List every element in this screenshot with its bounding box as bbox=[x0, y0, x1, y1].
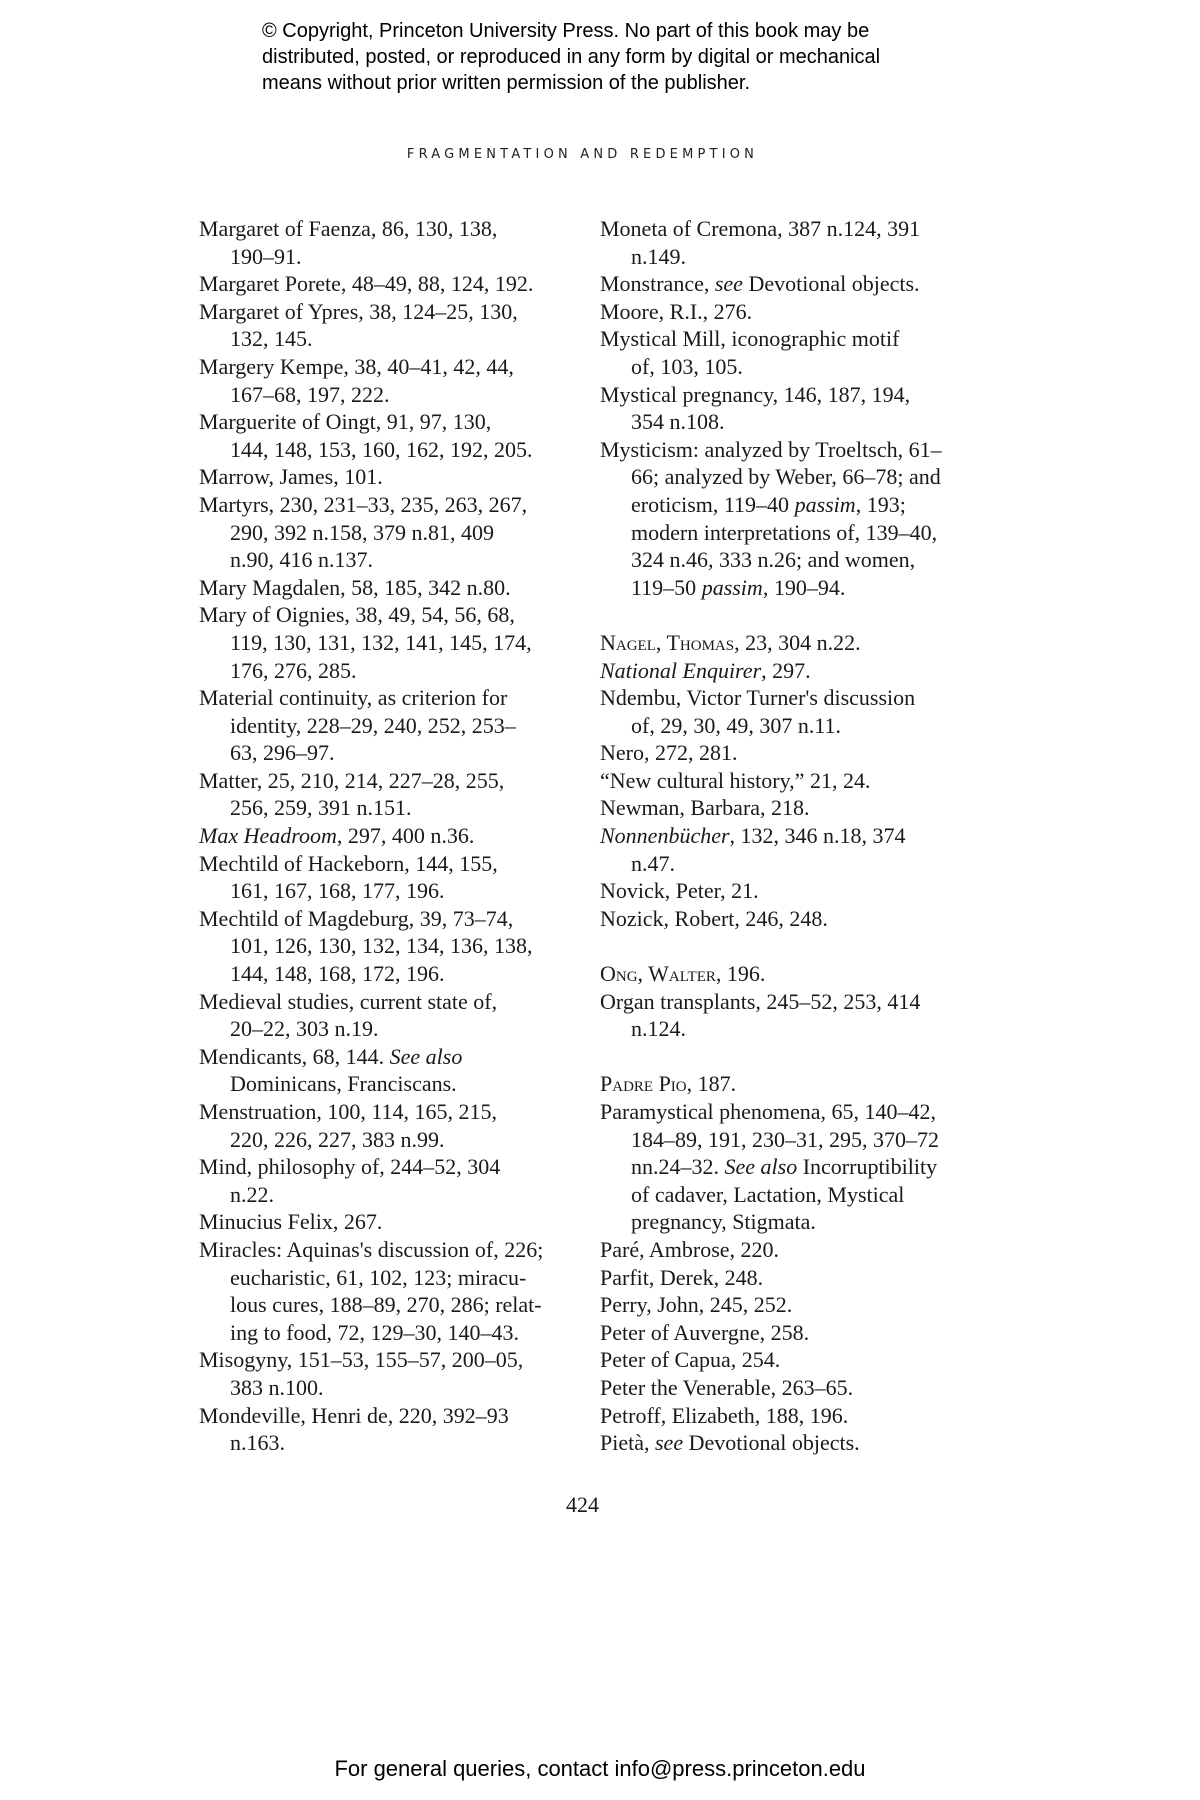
index-entry-line: Nozick, Robert, 246, 248. bbox=[600, 905, 828, 931]
index-entry-continuation: n.124. bbox=[631, 1016, 686, 1042]
index-entry-line: Minucius Felix, 267. bbox=[199, 1209, 383, 1235]
index-entry-line: National Enquirer, 297. bbox=[600, 657, 811, 683]
index-entry-continuation: pregnancy, Stigmata. bbox=[631, 1209, 816, 1235]
index-entry bbox=[199, 298, 589, 353]
index-entry-line: Mind, philosophy of, 244–52, 304 bbox=[199, 1154, 501, 1180]
index-entry bbox=[199, 1208, 589, 1236]
index-entry bbox=[600, 1098, 1000, 1236]
index-entry bbox=[600, 905, 1000, 933]
index-entry-continuation: ing to food, 72, 129–30, 140–43. bbox=[230, 1319, 520, 1345]
index-entry-continuation: 144, 148, 153, 160, 162, 192, 205. bbox=[230, 436, 533, 462]
index-column-right bbox=[600, 215, 1000, 1457]
index-entry bbox=[199, 767, 589, 822]
index-entry-continuation: 220, 226, 227, 383 n.99. bbox=[230, 1126, 445, 1152]
index-entry bbox=[600, 822, 1000, 877]
index-entry bbox=[600, 381, 1000, 436]
index-entry-line: Marguerite of Oingt, 91, 97, 130, bbox=[199, 409, 492, 435]
index-entry-line: Margaret of Ypres, 38, 124–25, 130, bbox=[199, 298, 518, 324]
index-entry bbox=[600, 794, 1000, 822]
index-entry-continuation: 167–68, 197, 222. bbox=[230, 381, 390, 407]
index-entry-line: Mary Magdalen, 58, 185, 342 n.80. bbox=[199, 574, 511, 600]
index-entry-line: Max Headroom, 297, 400 n.36. bbox=[199, 823, 475, 849]
index-entry-continuation: n.163. bbox=[230, 1430, 285, 1456]
index-entry-line: Mechtild of Magdeburg, 39, 73–74, bbox=[199, 905, 514, 931]
copyright-line: distributed, posted, or reproduced in any form by digital or mechanical bbox=[262, 46, 881, 68]
letter-group-gap bbox=[600, 601, 1000, 629]
index-entry bbox=[600, 988, 1000, 1043]
index-entry-line: “New cultural history,” 21, 24. bbox=[600, 767, 871, 793]
index-entry-continuation: eucharistic, 61, 102, 123; miracu- bbox=[230, 1264, 527, 1290]
index-entry bbox=[199, 601, 589, 684]
index-entry bbox=[199, 408, 589, 463]
index-entry-line: Moneta of Cremona, 387 n.124, 391 bbox=[600, 216, 921, 241]
index-entry bbox=[600, 1402, 1000, 1430]
letter-group-gap bbox=[600, 932, 1000, 960]
index-entry-continuation: 101, 126, 130, 132, 134, 136, 138, bbox=[230, 933, 533, 959]
index-entry-line: Paré, Ambrose, 220. bbox=[600, 1236, 780, 1262]
index-entry bbox=[199, 1153, 589, 1208]
index-entry-continuation: nn.24–32. See also Incorruptibility bbox=[631, 1154, 938, 1180]
index-entry-continuation: 256, 259, 391 n.151. bbox=[230, 795, 412, 821]
index-entry bbox=[600, 877, 1000, 905]
index-entry bbox=[199, 353, 589, 408]
index-entry-continuation: 132, 145. bbox=[230, 326, 313, 352]
index-entry bbox=[199, 270, 589, 298]
index-entry-line: Parfit, Derek, 248. bbox=[600, 1264, 764, 1290]
index-entry-line: Mystical pregnancy, 146, 187, 194, bbox=[600, 381, 911, 407]
index-entry bbox=[199, 491, 589, 574]
index-entry bbox=[600, 325, 1000, 380]
index-entry-continuation: 144, 148, 168, 172, 196. bbox=[230, 961, 445, 987]
index-entry-line: Misogyny, 151–53, 155–57, 200–05, bbox=[199, 1347, 524, 1373]
index-entry-line: Nonnenbücher, 132, 346 n.18, 374 bbox=[600, 823, 906, 849]
index-entry bbox=[600, 298, 1000, 326]
index-entry-continuation: of cadaver, Lactation, Mystical bbox=[631, 1181, 905, 1207]
index-entry-continuation: n.47. bbox=[631, 850, 675, 876]
index-entry-line: Newman, Barbara, 218. bbox=[600, 795, 810, 821]
index-entry bbox=[600, 1374, 1000, 1402]
index-entry-line: Menstruation, 100, 114, 165, 215, bbox=[199, 1099, 497, 1124]
index-entry-line: Pietà, see Devotional objects. bbox=[600, 1430, 860, 1456]
letter-group-gap bbox=[600, 1043, 1000, 1071]
index-entry bbox=[199, 574, 589, 602]
index-entry bbox=[199, 1346, 589, 1401]
index-entry bbox=[600, 215, 1000, 270]
index-entry bbox=[199, 463, 589, 491]
index-entry-continuation: n.22. bbox=[230, 1181, 274, 1207]
index-entry bbox=[600, 767, 1000, 795]
index-entry-line: Mendicants, 68, 144. See also bbox=[199, 1043, 463, 1069]
index-entry bbox=[199, 905, 589, 988]
index-entry-continuation: of, 103, 105. bbox=[631, 353, 743, 379]
index-entry-continuation: Dominicans, Franciscans. bbox=[230, 1071, 457, 1097]
index-entry-continuation: eroticism, 119–40 passim, 193; bbox=[631, 491, 906, 517]
index-entry-continuation: n.149. bbox=[631, 243, 686, 269]
index-entry-line: Margaret of Faenza, 86, 130, 138, bbox=[199, 216, 498, 241]
index-entry-continuation: 354 n.108. bbox=[631, 409, 725, 435]
index-entry bbox=[600, 1291, 1000, 1319]
index-entry-line: Nero, 272, 281. bbox=[600, 740, 738, 766]
index-entry bbox=[600, 1429, 1000, 1457]
index-entry bbox=[600, 1236, 1000, 1264]
index-entry-line: Ndembu, Victor Turner's discussion bbox=[600, 685, 916, 711]
index-entry bbox=[600, 436, 1000, 602]
index-entry-continuation: 176, 276, 285. bbox=[230, 657, 357, 683]
index-entry-line: Margaret Porete, 48–49, 88, 124, 192. bbox=[199, 271, 534, 297]
index-entry-line: Moore, R.I., 276. bbox=[600, 298, 753, 324]
index-entry-line: Nagel, Thomas, 23, 304 n.22. bbox=[600, 629, 861, 655]
index-entry-line: Mechtild of Hackeborn, 144, 155, bbox=[199, 850, 498, 876]
index-entry-line: Peter the Venerable, 263–65. bbox=[600, 1374, 854, 1400]
index-entry bbox=[600, 1264, 1000, 1292]
index-entry-continuation: 184–89, 191, 230–31, 295, 370–72 bbox=[631, 1126, 939, 1152]
index-entry bbox=[199, 684, 589, 767]
index-entry bbox=[600, 1070, 1000, 1098]
index-entry-continuation: of, 29, 30, 49, 307 n.11. bbox=[631, 712, 842, 738]
copyright-line: © Copyright, Princeton University Press. No part of this book may be bbox=[262, 20, 870, 42]
index-entry-line: Mary of Oignies, 38, 49, 54, 56, 68, bbox=[199, 602, 515, 628]
index-entry-continuation: identity, 228–29, 240, 252, 253– bbox=[230, 712, 516, 738]
index-entry bbox=[600, 684, 1000, 739]
footer-contact: For general queries, contact info@press.princeton.edu bbox=[334, 1756, 866, 1781]
index-entry-continuation: n.90, 416 n.137. bbox=[230, 547, 373, 573]
index-entry-line: Peter of Capua, 254. bbox=[600, 1347, 781, 1373]
index-entry-line: Mystical Mill, iconographic motif bbox=[600, 326, 900, 352]
index-entry-line: Ong, Walter, 196. bbox=[600, 961, 766, 987]
index-entry-line: Padre Pio, 187. bbox=[600, 1071, 737, 1097]
copyright-line: means without prior written permission of the publisher. bbox=[262, 72, 751, 94]
index-entry-continuation: 324 n.46, 333 n.26; and women, bbox=[631, 547, 916, 573]
index-entry bbox=[199, 850, 589, 905]
page-number: 424 bbox=[566, 1492, 599, 1517]
index-entry-line: Novick, Peter, 21. bbox=[600, 878, 759, 904]
index-entry-line: Organ transplants, 245–52, 253, 414 bbox=[600, 988, 921, 1014]
index-entry-line: Martyrs, 230, 231–33, 235, 263, 267, bbox=[199, 491, 528, 517]
copyright-notice bbox=[262, 18, 1022, 96]
index-entry bbox=[199, 988, 589, 1043]
index-entry bbox=[600, 960, 1000, 988]
index-entry bbox=[199, 1402, 589, 1457]
index-entry bbox=[199, 1043, 589, 1098]
index-entry-continuation: 190–91. bbox=[230, 243, 302, 269]
index-entry-line: Peter of Auvergne, 258. bbox=[600, 1319, 810, 1345]
index-entry bbox=[600, 739, 1000, 767]
index-entry bbox=[600, 1346, 1000, 1374]
index-entry-continuation: 290, 392 n.158, 379 n.81, 409 bbox=[230, 519, 494, 545]
index-entry-line: Marrow, James, 101. bbox=[199, 464, 383, 490]
index-entry-line: Petroff, Elizabeth, 188, 196. bbox=[600, 1402, 849, 1428]
index-entry-continuation: 119, 130, 131, 132, 141, 145, 174, bbox=[230, 629, 532, 655]
index-entry-line: Mysticism: analyzed by Troeltsch, 61– bbox=[600, 436, 942, 462]
index-entry bbox=[199, 1236, 589, 1346]
running-head: FRAGMENTATION AND REDEMPTION bbox=[406, 147, 759, 162]
index-column-left bbox=[199, 215, 589, 1457]
index-entry-continuation: modern interpretations of, 139–40, bbox=[631, 519, 938, 545]
index-entry-line: Paramystical phenomena, 65, 140–42, bbox=[600, 1099, 937, 1124]
index-entry-continuation: lous cures, 188–89, 270, 286; relat- bbox=[230, 1292, 542, 1318]
index-entry-line: Miracles: Aquinas's discussion of, 226; bbox=[199, 1236, 544, 1262]
index-entry-continuation: 63, 296–97. bbox=[230, 740, 335, 766]
index-entry-line: Mondeville, Henri de, 220, 392–93 bbox=[199, 1402, 509, 1428]
index-entry-line: Medieval studies, current state of, bbox=[199, 988, 498, 1014]
index-entry-line: Margery Kempe, 38, 40–41, 42, 44, bbox=[199, 353, 514, 379]
index-entry bbox=[600, 270, 1000, 298]
index-entry bbox=[199, 822, 589, 850]
index-entry-continuation: 20–22, 303 n.19. bbox=[230, 1016, 379, 1042]
index-entry bbox=[600, 1319, 1000, 1347]
index-entry-line: Perry, John, 245, 252. bbox=[600, 1292, 793, 1318]
index-entry-continuation: 66; analyzed by Weber, 66–78; and bbox=[631, 464, 941, 490]
index-entry-continuation: 161, 167, 168, 177, 196. bbox=[230, 878, 445, 904]
index-entry-line: Matter, 25, 210, 214, 227–28, 255, bbox=[199, 767, 505, 793]
index-entry bbox=[199, 1098, 589, 1153]
index-entry bbox=[199, 215, 589, 270]
index-entry-line: Monstrance, see Devotional objects. bbox=[600, 271, 920, 297]
index-entry bbox=[600, 657, 1000, 685]
index-entry-continuation: 383 n.100. bbox=[230, 1374, 324, 1400]
index-entry-continuation: 119–50 passim, 190–94. bbox=[631, 574, 846, 600]
index-entry-line: Material continuity, as criterion for bbox=[199, 685, 508, 711]
index-entry bbox=[600, 629, 1000, 657]
